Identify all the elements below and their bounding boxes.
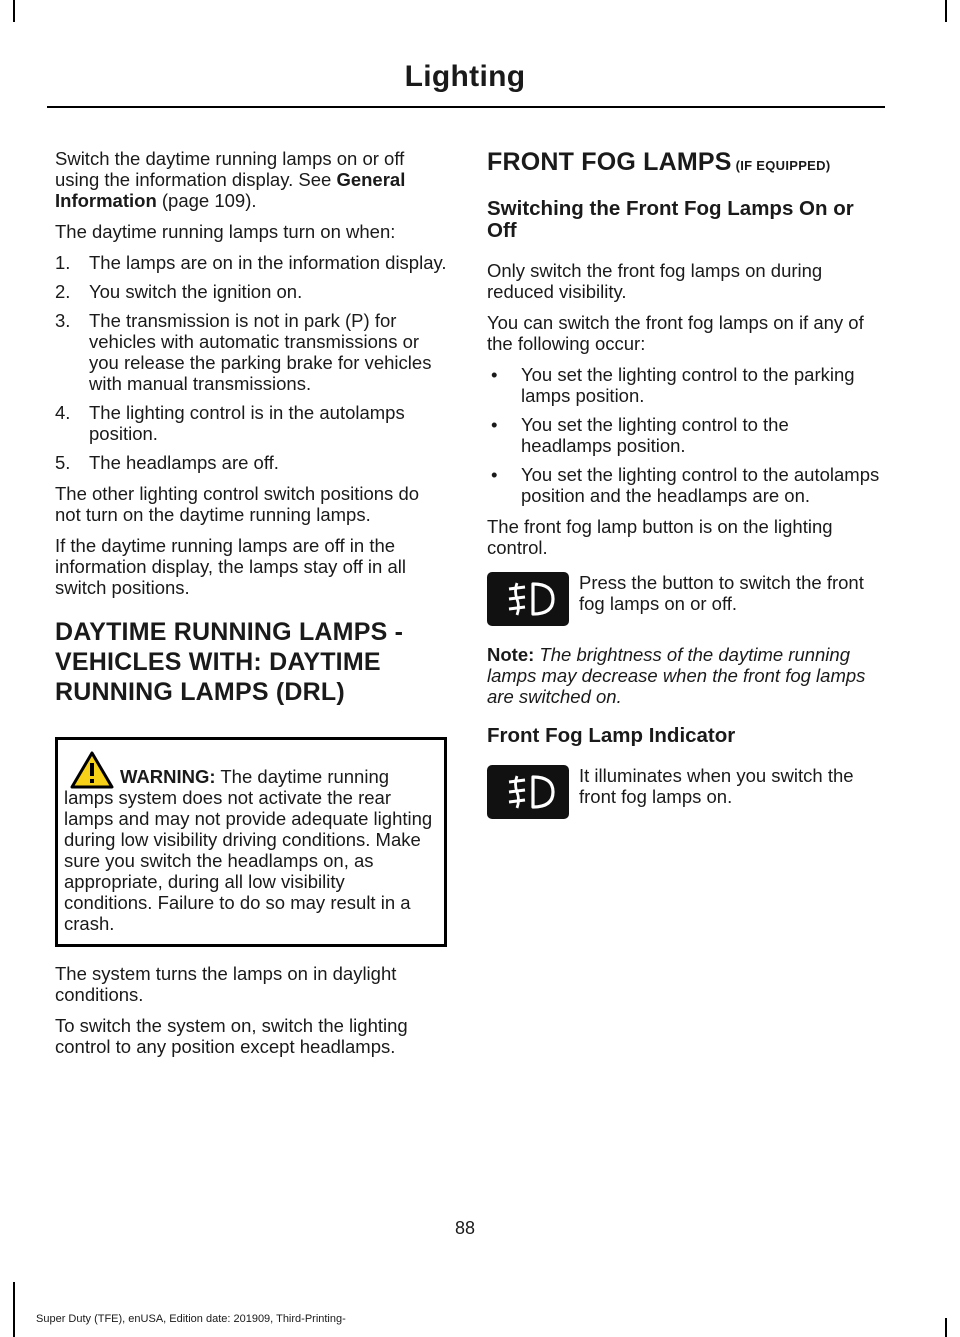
list-item: • You set the lighting control to the headlamps position.	[491, 414, 789, 456]
warning-triangle-icon	[70, 751, 114, 789]
list-item: 5. The headlamps are off.	[55, 452, 279, 473]
page-number: 88	[454, 1218, 476, 1238]
left-column	[55, 148, 447, 1067]
header-divider	[47, 106, 885, 108]
fog-lamps-heading: FRONT FOG LAMPS (IF EQUIPPED)	[487, 148, 831, 176]
warning-text: WARNING: The daytime running lamps system does not activate the rear lamps and may not provide adequate lighting during low visibility driving conditions. Make sure you switch the headlamps on, as appropriate, during all low visibility conditions. Failure to do so may result in a crash.	[64, 766, 433, 934]
list-item: 2. You switch the ignition on.	[55, 281, 303, 302]
drl-section-heading: DAYTIME RUNNING LAMPS - VEHICLES WITH: DAYTIME RUNNING LAMPS (DRL)	[55, 618, 404, 706]
indicator-text: It illuminates when you switch the front fog lamps on.	[579, 765, 854, 807]
crop-mark-top-right	[945, 0, 947, 22]
intro-paragraph: Switch the daytime running lamps on or off using the information display. See General Information (page 109).	[55, 148, 406, 211]
indicator-row	[487, 765, 882, 821]
crop-mark-top-left	[13, 0, 15, 22]
list-item: 3. The transmission is not in park (P) for vehicles with automatic transmissions or you release the parking brake for vehicles with manual transmissions.	[55, 310, 432, 394]
right-column	[487, 148, 882, 837]
conditions-list	[55, 252, 447, 473]
front-fog-lamp-indicator-icon	[487, 765, 569, 819]
list-item: 4. The lighting control is in the autolamps position.	[55, 402, 405, 444]
crop-mark-bottom-right	[945, 1318, 947, 1337]
reduced-visibility-paragraph: Only switch the front fog lamps on during reduced visibility.	[487, 260, 823, 302]
other-positions-paragraph: The other lighting control switch positions do not turn on the daytime running lamps.	[55, 483, 420, 525]
button-location-paragraph: The front fog lamp button is on the lighting control.	[487, 516, 833, 558]
general-information-link[interactable]: General Information	[55, 169, 406, 211]
note-paragraph: Note: The brightness of the daytime running lamps may decrease when the front fog lamps are switched on.	[487, 644, 866, 707]
switching-heading: Switching the Front Fog Lamps On or Off	[487, 197, 854, 242]
display-off-paragraph: If the daytime running lamps are off in the information display, the lamps stay off in all switch positions.	[55, 535, 406, 598]
daylight-paragraph: The system turns the lamps on in daylight conditions.	[55, 963, 397, 1005]
page-header-title: Lighting	[404, 60, 526, 93]
fog-conditions-list	[487, 364, 882, 506]
list-item: • You set the lighting control to the autolamps position and the headlamps are on.	[491, 464, 880, 506]
conditions-intro: The daytime running lamps turn on when:	[55, 221, 396, 242]
crop-mark-bottom-left	[13, 1282, 15, 1337]
press-button-text: Press the button to switch the front fog lamps on or off.	[579, 572, 864, 614]
list-item: • You set the lighting control to the parking lamps position.	[491, 364, 855, 406]
list-item: 1. The lamps are on in the information display.	[55, 252, 447, 273]
footer-edition: Super Duty (TFE), enUSA, Edition date: 201909, Third-Printing-	[36, 1313, 346, 1325]
conditions-intro-paragraph: You can switch the front fog lamps on if any of the following occur:	[487, 312, 864, 354]
fog-button-row	[487, 572, 882, 628]
warning-box	[55, 737, 447, 947]
indicator-heading: Front Fog Lamp Indicator	[487, 724, 736, 747]
switch-on-paragraph: To switch the system on, switch the lighting control to any position except headlamps.	[55, 1015, 408, 1057]
front-fog-lamp-icon	[487, 572, 569, 626]
